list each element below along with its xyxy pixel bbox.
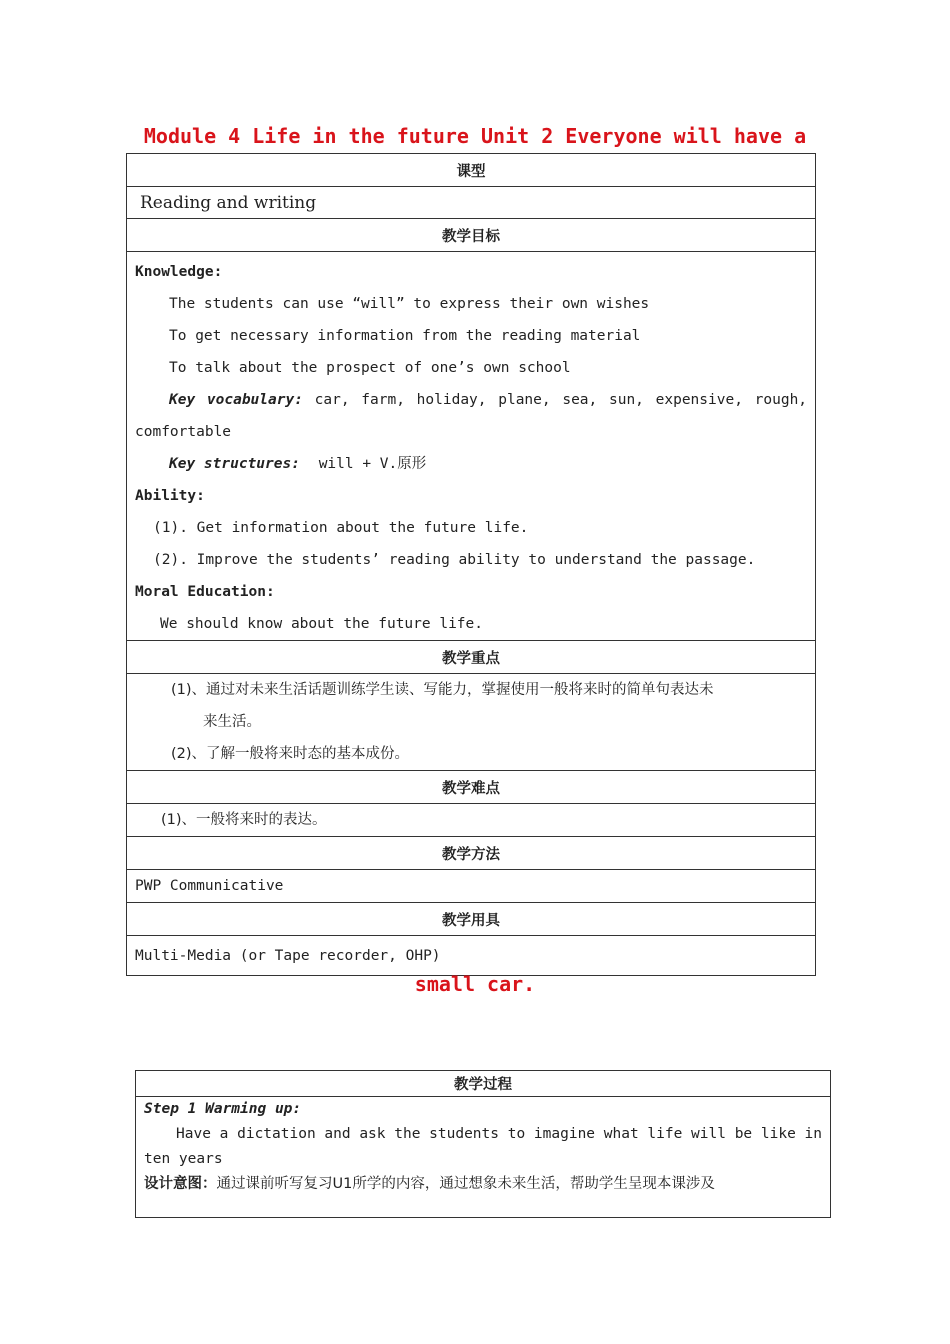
vocab-last: comfortable bbox=[135, 424, 232, 440]
knowledge-label: Knowledge: bbox=[135, 264, 223, 280]
vocab-word: sea, bbox=[562, 392, 598, 408]
key-points-body bbox=[127, 674, 816, 771]
objectives-body bbox=[127, 252, 816, 641]
step1-label: Step 1 Warming up: bbox=[144, 1101, 302, 1117]
structures-line bbox=[135, 448, 807, 480]
key-points-heading: 教学重点 bbox=[127, 641, 816, 674]
lesson-plan-table bbox=[126, 153, 816, 976]
step1-text: Have a dictation and ask the students to imagine what life will be like in bbox=[176, 1126, 823, 1142]
tools-heading: 教学用具 bbox=[127, 903, 816, 936]
process-table bbox=[135, 1070, 831, 1218]
difficulties-body bbox=[127, 804, 816, 837]
difficulty-item: (1)、一般将来时的表达。 bbox=[161, 812, 327, 828]
vocab-word: expensive, bbox=[655, 392, 743, 408]
vocab-word: holiday, bbox=[416, 392, 487, 408]
document-title: Module 4 Life in the future Unit 2 Everyone will have a bbox=[143, 124, 807, 148]
ability-item: (2). Improve the students’ reading ability to understand the passage. bbox=[153, 552, 756, 568]
knowledge-item: To get necessary information from the reading material bbox=[169, 328, 641, 344]
vocab-word: plane, bbox=[498, 392, 551, 408]
knowledge-item: The students can use “will” to express their own wishes bbox=[169, 296, 650, 312]
tools-value: Multi-Media (or Tape recorder, OHP) bbox=[127, 936, 816, 976]
vocab-word: car, bbox=[314, 392, 350, 408]
vocab-label: Key vocabulary: bbox=[169, 392, 303, 408]
ability-item: (1). Get information about the future life. bbox=[153, 520, 529, 536]
knowledge-item: To talk about the prospect of one’s own school bbox=[169, 360, 571, 376]
key-point-item-cont: 来生活。 bbox=[203, 714, 261, 730]
key-point-item: (1)、通过对未来生活话题训练学生读、写能力，掌握使用一般将来时的简单句表达未 bbox=[171, 682, 714, 698]
structures-value: will + V.原形 bbox=[318, 456, 427, 472]
document-title-continuation: small car. bbox=[414, 972, 536, 996]
difficulties-heading: 教学难点 bbox=[127, 771, 816, 804]
design-intent-line bbox=[144, 1172, 822, 1197]
step1-text-cont: ten years bbox=[144, 1151, 223, 1167]
ability-label: Ability: bbox=[135, 488, 205, 504]
vocab-word: farm, bbox=[361, 392, 405, 408]
methods-heading: 教学方法 bbox=[127, 837, 816, 870]
lesson-type-value: Reading and writing bbox=[127, 187, 816, 219]
structures-label: Key structures: bbox=[169, 456, 300, 472]
moral-item: We should know about the future life. bbox=[160, 616, 484, 632]
moral-label: Moral Education: bbox=[135, 584, 275, 600]
design-text: 通过课前听写复习U1所学的内容，通过想象未来生活，帮助学生呈现本课涉及 bbox=[216, 1176, 715, 1192]
design-label: 设计意图： bbox=[144, 1176, 217, 1192]
process-heading: 教学过程 bbox=[136, 1071, 831, 1097]
process-body bbox=[136, 1097, 831, 1218]
objectives-heading: 教学目标 bbox=[127, 219, 816, 252]
vocabulary-line bbox=[135, 384, 807, 416]
vocab-word: sun, bbox=[608, 392, 644, 408]
key-point-item: (2)、了解一般将来时态的基本成份。 bbox=[171, 746, 410, 762]
lesson-type-heading: 课型 bbox=[127, 154, 816, 187]
methods-value: PWP Communicative bbox=[127, 870, 816, 903]
vocab-word: rough, bbox=[754, 392, 808, 408]
